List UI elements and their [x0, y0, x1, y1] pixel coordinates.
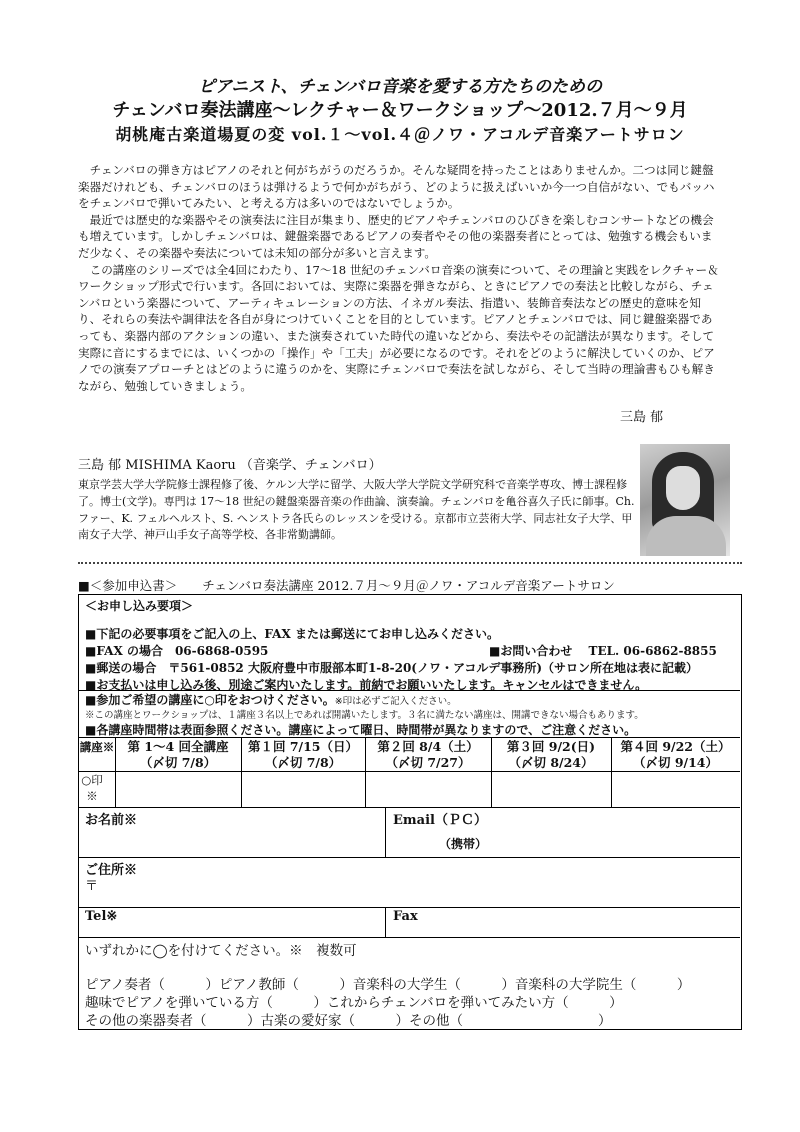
choose-label: いずれかに◯を付けてください。※ 複数可 [85, 943, 357, 959]
course-all: 第 1〜4 回全講座 （〆切 7/8） [127, 739, 229, 770]
fax-field[interactable] [425, 909, 735, 935]
instructions: ■下記の必要事項をご記入の上、FAX または郵送にてお申し込みください。 [85, 627, 499, 641]
intro-paragraph: チェンバロの弾き方はピアノのそれと何がちがうのだろうか。そんな疑問を持ったことはありませんか。二つは同じ鍵盤楽器だけれども、チェンバロのほうは弾けるようで何かがちがう、どのように扱えばいいか今一つ自信がない、でもバッハをチェンバロで弾いてみたい、と考える方は多いのではないでしょうか。 [78, 163, 715, 211]
option-row-1[interactable]: ピアノ奏者（ ）ピアノ教師（ ）音楽科の大学生（ ）音楽科の大学院生（ ） [85, 977, 691, 993]
mark-note: ■参加ご希望の講座に○印をおつけください。※印は必ずご記入ください。 [85, 693, 457, 707]
postal-mark: 〒 [85, 879, 99, 894]
mark-label: ○印※ [81, 773, 103, 803]
header-subtitle: 胡桃庵古楽道場夏の変 vol.１〜vol.４＠ノワ・アコルデ音楽アートサロン [115, 125, 685, 144]
cut-line [78, 562, 742, 564]
header-title: チェンバロ奏法講座〜レクチャー＆ワークショップ〜2012.７月〜９月 [112, 100, 688, 121]
course-4: 第４回 9/22（土） （〆切 9/14） [620, 739, 731, 770]
portrait-photo [640, 444, 730, 556]
guide-heading: ＜お申し込み要項＞ [85, 599, 194, 613]
bio-text: 東京学芸大学大学院修士課程修了後、ケルン大学に留学、大阪大学大学院文学研究科で音楽学専攻、博士課程修了。博士(文学)。専門は 17〜18 世紀の鍵盤楽器音楽の作曲論、演奏論。チェンバロを亀谷喜久子氏に師事。Ch. ファー、K. フェルヘルスト、S. ヘンストラ各氏らのレッスンを受ける。京都市立芸術大学、同志社女子大学、甲南女子大学、神戸山手女子高等学校、各非常勤講師。 [78, 478, 635, 542]
signature: 三島 郁 [620, 410, 664, 425]
mark-cell-4[interactable] [612, 772, 739, 806]
tel-field[interactable] [129, 909, 379, 935]
mobile-label: （携帯） [439, 837, 488, 851]
tel-label: Tel※ [85, 909, 118, 924]
course-header: 講座※ [79, 740, 115, 754]
email-label: Email（ＰＣ） [393, 813, 487, 828]
course-3: 第３回 9/2(日) （〆切 8/24） [506, 739, 596, 770]
course-2: 第２回 8/4（土） （〆切 7/27） [377, 739, 479, 770]
application-form [78, 594, 742, 1030]
intro-paragraph: この講座のシリーズでは全4回にわたり、17〜18 世紀のチェンバロ音楽の演奏について、その理論と実践をレクチャー＆ワークショップ形式で行います。各回においては、実際に楽器を弾きながら、ときにピアノでの奏法と比較しながら、チェンバロという楽器について、アーティキュレーションの方法、イネガル奏法、指遣い、装飾音奏法などの歴史的意味を知り、それらの奏法や調律法を各自が身につけていくことを目的としています。ピアノとチェンバロでは、同じ鍵盤楽器であっても、楽器内部のアクションの違い、また演奏されていた時代の違いなどから、奏法やその記譜法が異なります。そして実際に音にするまでには、いくつかの「操作」や「工夫」が必要になるのです。それをどのように解決していくのか、ピアノでの演奏アプローチとはどのように違うのかを、実際にチェンバロで奏法を試しながら、そして当時の理論書もひも解きながら、勉強していきましょう。 [78, 262, 719, 393]
fax-number: ■FAX の場合 06-6868-0595 [85, 644, 269, 658]
bio-name: 三島 郁 MISHIMA Kaoru （音楽学、チェンバロ） [78, 458, 382, 473]
address-label: ご住所※ [85, 863, 138, 878]
option-row-2[interactable]: 趣味でピアノを弾いている方（ ）これからチェンバロを弾いてみたい方（ ） [85, 995, 623, 1011]
mail-address: ■郵送の場合 〒561-0852 大阪府豊中市服部本町1-8-20(ノワ・アコルデ事務所)（サロン所在地は表に記載） [85, 661, 699, 675]
payment-note: ■お支払いは申し込み後、別途ご案内いたします。前納でお願いいたします。キャンセルはできません。 [85, 678, 648, 692]
mark-cell-1[interactable] [242, 772, 364, 806]
option-row-3[interactable]: その他の楽器奏者（ ）古楽の愛好家（ ）その他（ ） [85, 1013, 612, 1029]
time-note: ■各講座時間帯は表面参照ください。講座によって曜日、時間帯が異なりますので、ご注意ください。 [85, 723, 637, 737]
mark-cell-2[interactable] [366, 772, 490, 806]
intro-text [78, 162, 722, 394]
fax-label: Fax [393, 909, 418, 924]
address-field[interactable] [103, 875, 733, 905]
email-field[interactable] [499, 827, 735, 853]
mark-cell-all[interactable] [116, 772, 240, 806]
header-line-1: ピアニスト、チェンバロ音楽を愛する方たちのための [198, 77, 602, 97]
course-1: 第１回 7/15（日） （〆切 7/8） [247, 739, 358, 770]
form-title: ■＜参加申込書＞ チェンバロ奏法講座 2012.７月〜９月＠ノワ・アコルデ音楽アートサロン [78, 578, 615, 593]
mark-cell-3[interactable] [492, 772, 610, 806]
workshop-note: ※この講座とワークショップは、１講座３名以上であれば開講いたします。３名に満たない講座は、開講できない場合もあります。 [85, 710, 644, 721]
bio-section [78, 454, 638, 544]
name-field[interactable] [85, 827, 375, 853]
intro-paragraph: 最近では歴史的な楽器やその演奏法に注目が集まり、歴史的ピアノやチェンバロのひびきを楽しむコンサートなどの機会も増えています。しかしチェンバロは、鍵盤楽器であるピアノの奏者やその他の楽器奏者にとっては、勉強する機会もいまだ少なく、その楽器や奏法については未知の部分が多いと言えます。 [78, 212, 714, 260]
inquiry-tel: ■お問い合わせ TEL. 06-6862-8855 [489, 644, 717, 658]
name-label: お名前※ [85, 813, 138, 828]
